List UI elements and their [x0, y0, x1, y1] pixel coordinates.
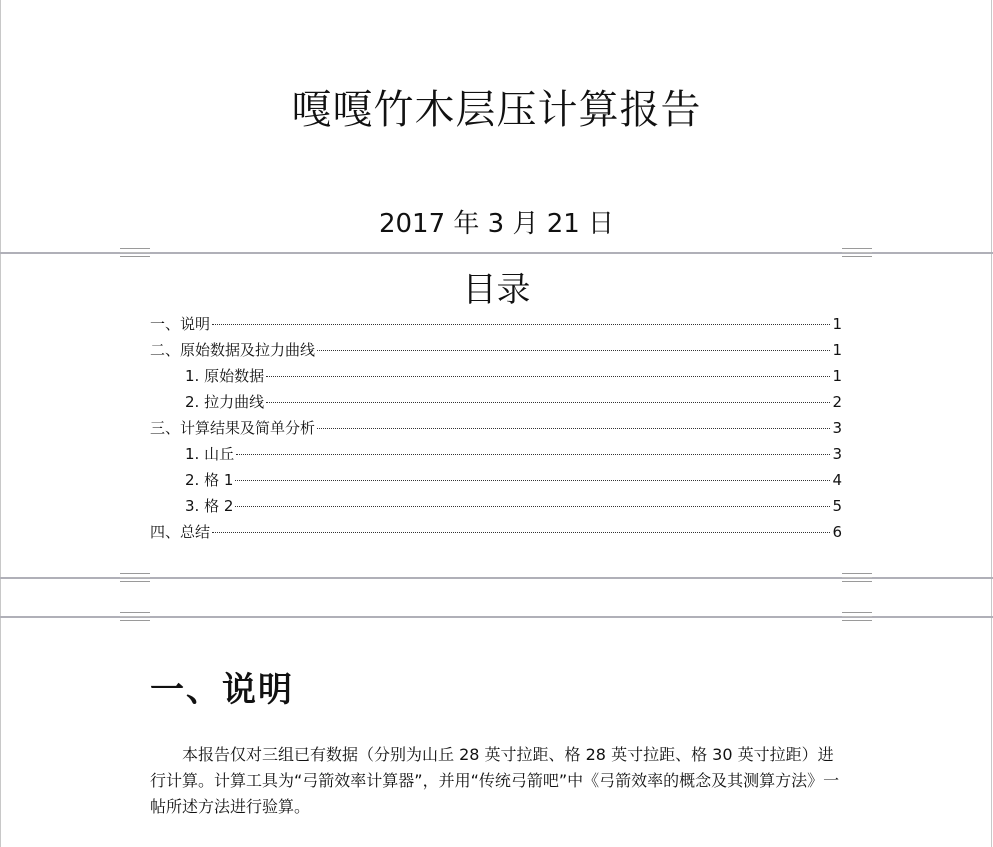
- toc-entry-label: 四、总结: [150, 523, 211, 541]
- toc-entry-page: 1: [832, 341, 842, 359]
- toc-entry-page: 2: [832, 393, 842, 411]
- toc-entry-page: 4: [832, 471, 842, 489]
- toc-entry[interactable]: [150, 365, 842, 391]
- toc-leader: [235, 506, 830, 507]
- toc-entry-label: 1. 原始数据: [185, 367, 265, 385]
- toc-entry-page: 1: [832, 315, 842, 333]
- margin-mark-right: [842, 612, 872, 621]
- margin-mark-right: [842, 573, 872, 582]
- toc-heading: 目录: [462, 270, 531, 310]
- toc-entry-page: 5: [832, 497, 842, 515]
- toc-leader: [236, 454, 830, 455]
- toc-entry[interactable]: [150, 313, 842, 339]
- document-date: 2017 年 3 月 21 日: [378, 209, 615, 239]
- toc-leader: [212, 532, 830, 533]
- margin-mark-left: [120, 573, 150, 582]
- toc-entry[interactable]: [150, 417, 842, 443]
- toc-entry-page: 3: [832, 445, 842, 463]
- toc-entry[interactable]: [150, 469, 842, 495]
- toc-entry[interactable]: [150, 521, 842, 547]
- toc-entry[interactable]: [150, 339, 842, 365]
- section-heading: 一、说明: [150, 670, 294, 710]
- toc-entry-page: 3: [832, 419, 842, 437]
- toc-entry-label: 三、计算结果及简单分析: [150, 419, 316, 437]
- document-title: 嘎嘎竹木层压计算报告: [291, 87, 702, 133]
- toc-entry-label: 3. 格 2: [185, 497, 234, 515]
- margin-mark-right: [842, 248, 872, 257]
- margin-mark-left: [120, 248, 150, 257]
- toc-leader: [266, 402, 830, 403]
- toc-leader: [212, 324, 830, 325]
- toc-entry[interactable]: [150, 391, 842, 417]
- toc-entry[interactable]: [150, 443, 842, 469]
- toc-leader: [266, 376, 830, 377]
- toc-entry-label: 一、说明: [150, 315, 211, 333]
- toc-leader: [317, 428, 830, 429]
- toc-entry-page: 6: [832, 523, 842, 541]
- toc-entry-label: 2. 格 1: [185, 471, 234, 489]
- toc-entry[interactable]: [150, 495, 842, 521]
- toc-entry-page: 1: [832, 367, 842, 385]
- toc-entry-label: 二、原始数据及拉力曲线: [150, 341, 316, 359]
- body-paragraph: 本报告仅对三组已有数据（分别为山丘 28 英寸拉距、格 28 英寸拉距、格 30 英寸拉距）进行计算。计算工具为“弓箭效率计算器”，并用“传统弓箭吧”中《弓箭效率的概念及其测算方法》一帖所述方法进行验算。: [150, 745, 840, 816]
- toc-leader: [317, 350, 830, 351]
- table-of-contents: [150, 313, 842, 547]
- toc-entry-label: 2. 拉力曲线: [185, 393, 265, 411]
- margin-mark-left: [120, 612, 150, 621]
- toc-leader: [235, 480, 830, 481]
- toc-entry-label: 1. 山丘: [185, 445, 235, 463]
